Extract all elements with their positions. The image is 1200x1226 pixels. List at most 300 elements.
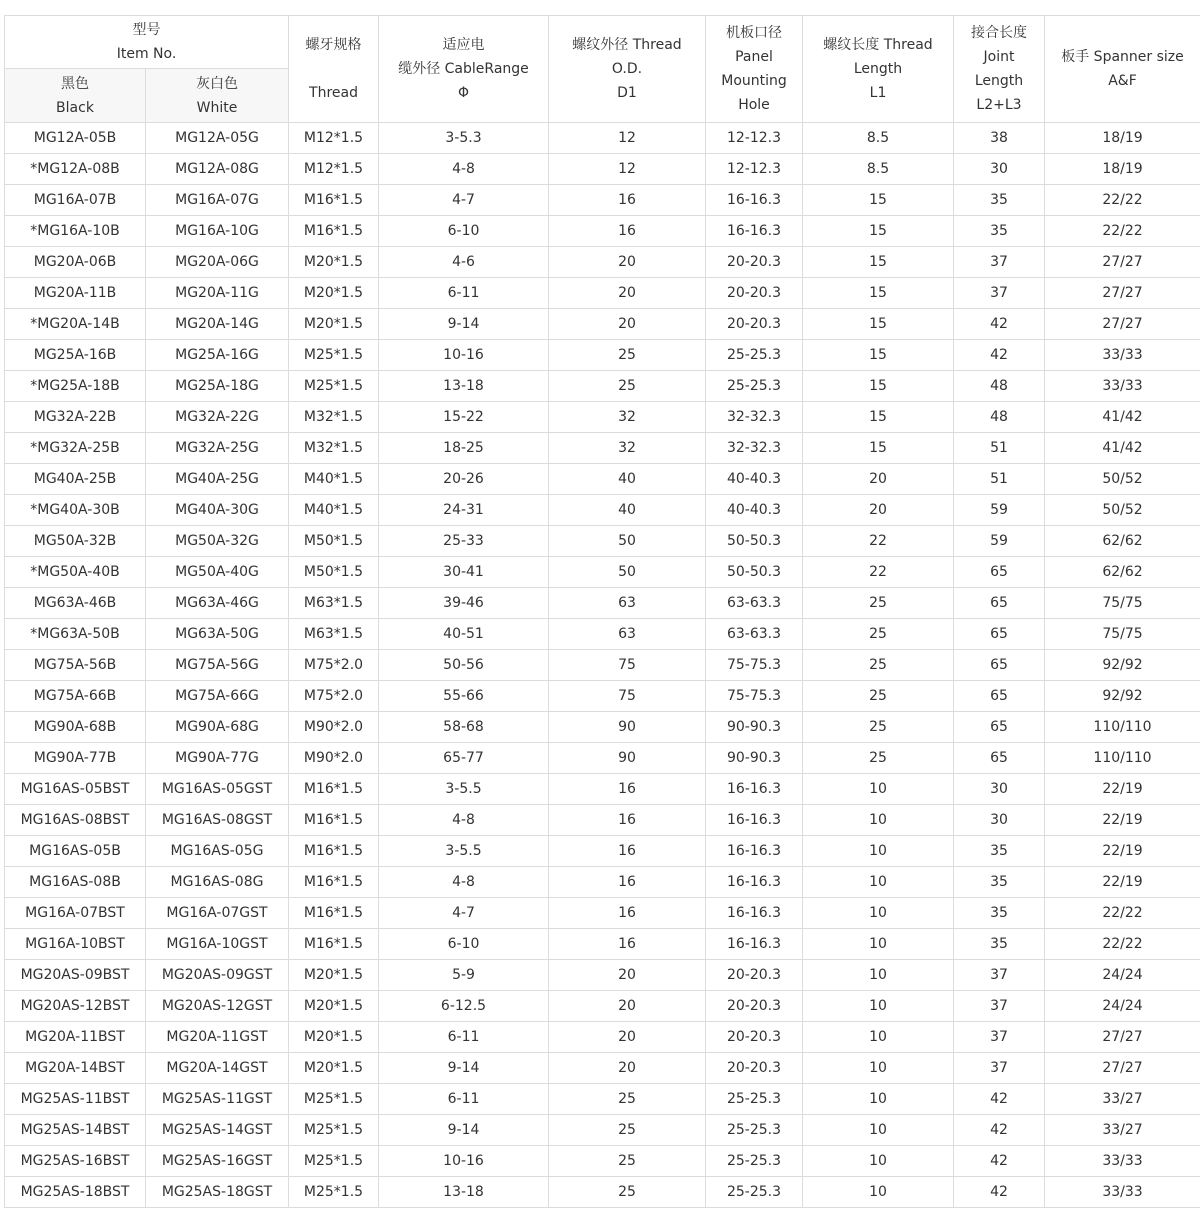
cell-thread-od: 40 (549, 495, 706, 526)
cell-thread-od: 25 (549, 1115, 706, 1146)
cell-thread-od: 12 (549, 154, 706, 185)
table-header (5, 16, 1200, 123)
cell-thread: M75*2.0 (289, 650, 379, 681)
cell-black-item: MG25AS-11BST (5, 1084, 146, 1115)
cell-joint-length: 51 (954, 464, 1045, 495)
cell-thread-length: 20 (803, 495, 954, 526)
cell-white-item: MG20A-06G (146, 247, 289, 278)
table-body (5, 123, 1200, 1208)
table-row (5, 247, 1200, 278)
header-black: 黑色 Black (5, 69, 146, 123)
cell-panel-hole: 32-32.3 (706, 402, 803, 433)
cell-black-item: MG16AS-05BST (5, 774, 146, 805)
cell-thread: M40*1.5 (289, 464, 379, 495)
cell-panel-hole: 90-90.3 (706, 743, 803, 774)
cell-black-item: MG32A-22B (5, 402, 146, 433)
cell-white-item: MG90A-68G (146, 712, 289, 743)
cell-thread-od: 63 (549, 588, 706, 619)
cell-spanner-size: 33/33 (1045, 371, 1200, 402)
cell-thread-od: 25 (549, 371, 706, 402)
cell-panel-hole: 20-20.3 (706, 247, 803, 278)
cell-thread-length: 10 (803, 1146, 954, 1177)
table-row (5, 278, 1200, 309)
table-row (5, 1177, 1200, 1208)
cell-white-item: MG20AS-09GST (146, 960, 289, 991)
cell-white-item: MG20A-14G (146, 309, 289, 340)
table-row (5, 309, 1200, 340)
cell-black-item: *MG40A-30B (5, 495, 146, 526)
cell-thread-od: 25 (549, 340, 706, 371)
cell-thread-od: 16 (549, 216, 706, 247)
cell-cable-range: 15-22 (379, 402, 549, 433)
cell-spanner-size: 22/22 (1045, 185, 1200, 216)
header-cable-range: 适应电 缆外径 CableRange Φ (379, 16, 549, 123)
cell-thread: M16*1.5 (289, 185, 379, 216)
cell-thread-od: 90 (549, 712, 706, 743)
cell-thread-od: 20 (549, 278, 706, 309)
cell-black-item: MG12A-05B (5, 123, 146, 154)
cell-thread-length: 15 (803, 309, 954, 340)
cell-thread: M25*1.5 (289, 371, 379, 402)
cell-black-item: MG20A-14BST (5, 1053, 146, 1084)
cell-panel-hole: 25-25.3 (706, 1115, 803, 1146)
cell-cable-range: 65-77 (379, 743, 549, 774)
cell-black-item: MG50A-32B (5, 526, 146, 557)
cell-joint-length: 59 (954, 526, 1045, 557)
cell-black-item: *MG20A-14B (5, 309, 146, 340)
cell-white-item: MG25AS-18GST (146, 1177, 289, 1208)
cell-white-item: MG20A-11G (146, 278, 289, 309)
cell-white-item: MG50A-40G (146, 557, 289, 588)
cell-spanner-size: 27/27 (1045, 1022, 1200, 1053)
cell-black-item: *MG63A-50B (5, 619, 146, 650)
cell-black-item: *MG12A-08B (5, 154, 146, 185)
cell-panel-hole: 63-63.3 (706, 588, 803, 619)
cell-thread-od: 16 (549, 929, 706, 960)
cell-panel-hole: 20-20.3 (706, 991, 803, 1022)
table-row (5, 495, 1200, 526)
cell-thread-od: 16 (549, 774, 706, 805)
cell-thread: M20*1.5 (289, 960, 379, 991)
cell-white-item: MG20A-11GST (146, 1022, 289, 1053)
cell-thread: M25*1.5 (289, 1177, 379, 1208)
cell-panel-hole: 63-63.3 (706, 619, 803, 650)
cell-white-item: MG16AS-08GST (146, 805, 289, 836)
cell-cable-range: 9-14 (379, 1053, 549, 1084)
table-row (5, 681, 1200, 712)
table-row (5, 1022, 1200, 1053)
cell-joint-length: 42 (954, 1177, 1045, 1208)
cell-cable-range: 25-33 (379, 526, 549, 557)
cell-white-item: MG75A-66G (146, 681, 289, 712)
cell-cable-range: 6-10 (379, 216, 549, 247)
cell-thread: M50*1.5 (289, 526, 379, 557)
cell-joint-length: 65 (954, 712, 1045, 743)
cell-thread-length: 15 (803, 185, 954, 216)
cell-thread: M16*1.5 (289, 867, 379, 898)
cell-thread: M20*1.5 (289, 247, 379, 278)
cell-white-item: MG16A-10G (146, 216, 289, 247)
table-row (5, 1146, 1200, 1177)
cell-joint-length: 35 (954, 216, 1045, 247)
cell-thread-od: 32 (549, 433, 706, 464)
cell-thread-length: 15 (803, 247, 954, 278)
cell-white-item: MG40A-30G (146, 495, 289, 526)
cell-cable-range: 4-7 (379, 185, 549, 216)
cell-thread-length: 25 (803, 681, 954, 712)
cell-joint-length: 65 (954, 557, 1045, 588)
cell-thread: M16*1.5 (289, 836, 379, 867)
cell-thread: M16*1.5 (289, 929, 379, 960)
cell-spanner-size: 18/19 (1045, 154, 1200, 185)
cell-panel-hole: 40-40.3 (706, 495, 803, 526)
cell-black-item: MG25AS-16BST (5, 1146, 146, 1177)
cell-spanner-size: 33/27 (1045, 1084, 1200, 1115)
cell-black-item: MG25AS-18BST (5, 1177, 146, 1208)
cell-cable-range: 6-11 (379, 1022, 549, 1053)
cell-panel-hole: 50-50.3 (706, 557, 803, 588)
cell-cable-range: 55-66 (379, 681, 549, 712)
cell-thread: M25*1.5 (289, 340, 379, 371)
cell-cable-range: 10-16 (379, 1146, 549, 1177)
table-row (5, 123, 1200, 154)
header-item-no: 型号 Item No. (5, 16, 289, 69)
cell-joint-length: 65 (954, 619, 1045, 650)
cable-gland-spec-table (4, 15, 1200, 1208)
cell-spanner-size: 33/27 (1045, 1115, 1200, 1146)
cell-joint-length: 42 (954, 340, 1045, 371)
cell-thread: M32*1.5 (289, 402, 379, 433)
cell-joint-length: 37 (954, 247, 1045, 278)
header-joint-length: 接合长度 Joint Length L2+L3 (954, 16, 1045, 123)
cell-thread-od: 20 (549, 309, 706, 340)
cell-joint-length: 35 (954, 185, 1045, 216)
cell-thread-length: 20 (803, 464, 954, 495)
cell-thread-length: 10 (803, 1115, 954, 1146)
cell-thread-od: 16 (549, 805, 706, 836)
cell-thread-length: 10 (803, 867, 954, 898)
cell-thread-length: 25 (803, 712, 954, 743)
cell-white-item: MG75A-56G (146, 650, 289, 681)
cell-cable-range: 6-10 (379, 929, 549, 960)
cell-thread-length: 15 (803, 340, 954, 371)
cell-spanner-size: 33/33 (1045, 1146, 1200, 1177)
cell-cable-range: 13-18 (379, 1177, 549, 1208)
cell-thread-length: 8.5 (803, 154, 954, 185)
table-row (5, 216, 1200, 247)
cell-joint-length: 48 (954, 371, 1045, 402)
cell-thread-od: 40 (549, 464, 706, 495)
cell-thread: M20*1.5 (289, 1053, 379, 1084)
cell-panel-hole: 16-16.3 (706, 185, 803, 216)
cell-spanner-size: 27/27 (1045, 1053, 1200, 1084)
header-thread-od: 螺纹外径 Thread O.D. D1 (549, 16, 706, 123)
cell-joint-length: 42 (954, 309, 1045, 340)
table-row (5, 619, 1200, 650)
table-row (5, 960, 1200, 991)
cell-thread-length: 10 (803, 1177, 954, 1208)
cell-black-item: MG16A-10BST (5, 929, 146, 960)
table-row (5, 743, 1200, 774)
cell-cable-range: 30-41 (379, 557, 549, 588)
cell-thread-length: 15 (803, 216, 954, 247)
cell-thread: M20*1.5 (289, 991, 379, 1022)
cell-white-item: MG16AS-05G (146, 836, 289, 867)
cell-black-item: *MG25A-18B (5, 371, 146, 402)
cell-joint-length: 48 (954, 402, 1045, 433)
cell-white-item: MG90A-77G (146, 743, 289, 774)
cell-spanner-size: 50/52 (1045, 495, 1200, 526)
cell-thread: M20*1.5 (289, 1022, 379, 1053)
cell-black-item: *MG50A-40B (5, 557, 146, 588)
cell-panel-hole: 16-16.3 (706, 216, 803, 247)
cell-cable-range: 13-18 (379, 371, 549, 402)
table-row (5, 340, 1200, 371)
cell-cable-range: 4-8 (379, 805, 549, 836)
cell-thread-od: 20 (549, 1022, 706, 1053)
cell-thread: M25*1.5 (289, 1115, 379, 1146)
cell-panel-hole: 90-90.3 (706, 712, 803, 743)
cell-thread-length: 15 (803, 278, 954, 309)
table-row (5, 588, 1200, 619)
cell-joint-length: 30 (954, 774, 1045, 805)
cell-thread-length: 10 (803, 1053, 954, 1084)
cell-cable-range: 50-56 (379, 650, 549, 681)
cell-white-item: MG16AS-08G (146, 867, 289, 898)
cell-white-item: MG25AS-16GST (146, 1146, 289, 1177)
cell-thread-length: 25 (803, 588, 954, 619)
cell-thread-od: 25 (549, 1084, 706, 1115)
cell-joint-length: 42 (954, 1084, 1045, 1115)
table-row (5, 154, 1200, 185)
cell-cable-range: 5-9 (379, 960, 549, 991)
cell-thread: M63*1.5 (289, 588, 379, 619)
table-row (5, 991, 1200, 1022)
cell-thread: M16*1.5 (289, 805, 379, 836)
cell-thread-length: 10 (803, 774, 954, 805)
cell-thread: M16*1.5 (289, 774, 379, 805)
cell-white-item: MG40A-25G (146, 464, 289, 495)
cell-black-item: MG75A-66B (5, 681, 146, 712)
cell-black-item: MG40A-25B (5, 464, 146, 495)
cell-spanner-size: 27/27 (1045, 278, 1200, 309)
table-row (5, 1115, 1200, 1146)
cell-cable-range: 6-11 (379, 278, 549, 309)
cell-cable-range: 24-31 (379, 495, 549, 526)
table-row (5, 433, 1200, 464)
cell-white-item: MG16A-10GST (146, 929, 289, 960)
cell-spanner-size: 22/22 (1045, 929, 1200, 960)
cell-thread-length: 15 (803, 433, 954, 464)
cell-joint-length: 51 (954, 433, 1045, 464)
cell-thread-od: 63 (549, 619, 706, 650)
cell-thread-od: 50 (549, 557, 706, 588)
cell-joint-length: 37 (954, 278, 1045, 309)
cell-cable-range: 10-16 (379, 340, 549, 371)
table-row (5, 712, 1200, 743)
cell-spanner-size: 92/92 (1045, 681, 1200, 712)
cell-black-item: MG20AS-09BST (5, 960, 146, 991)
cell-joint-length: 37 (954, 1053, 1045, 1084)
cell-thread: M90*2.0 (289, 743, 379, 774)
table-row (5, 867, 1200, 898)
cell-panel-hole: 25-25.3 (706, 1146, 803, 1177)
cell-spanner-size: 24/24 (1045, 960, 1200, 991)
cell-thread-length: 15 (803, 402, 954, 433)
cell-joint-length: 65 (954, 650, 1045, 681)
cell-panel-hole: 32-32.3 (706, 433, 803, 464)
cell-panel-hole: 16-16.3 (706, 836, 803, 867)
cell-joint-length: 35 (954, 898, 1045, 929)
cell-thread-length: 22 (803, 557, 954, 588)
cell-cable-range: 6-11 (379, 1084, 549, 1115)
cell-cable-range: 6-12.5 (379, 991, 549, 1022)
cell-thread-od: 75 (549, 681, 706, 712)
cell-thread: M40*1.5 (289, 495, 379, 526)
cell-black-item: MG75A-56B (5, 650, 146, 681)
cell-black-item: MG20A-06B (5, 247, 146, 278)
cell-spanner-size: 22/22 (1045, 898, 1200, 929)
table-row (5, 371, 1200, 402)
table-row (5, 1084, 1200, 1115)
cell-joint-length: 35 (954, 929, 1045, 960)
table-row (5, 557, 1200, 588)
table-row (5, 836, 1200, 867)
cell-spanner-size: 62/62 (1045, 526, 1200, 557)
cell-white-item: MG16A-07GST (146, 898, 289, 929)
cell-joint-length: 30 (954, 805, 1045, 836)
cell-panel-hole: 20-20.3 (706, 309, 803, 340)
cell-black-item: MG16A-07B (5, 185, 146, 216)
cell-spanner-size: 24/24 (1045, 991, 1200, 1022)
cell-black-item: MG20A-11B (5, 278, 146, 309)
cell-cable-range: 3-5.5 (379, 774, 549, 805)
cell-black-item: MG90A-77B (5, 743, 146, 774)
cell-thread-length: 15 (803, 371, 954, 402)
cell-spanner-size: 110/110 (1045, 712, 1200, 743)
cell-spanner-size: 41/42 (1045, 402, 1200, 433)
cell-cable-range: 4-7 (379, 898, 549, 929)
cell-spanner-size: 41/42 (1045, 433, 1200, 464)
cell-thread: M16*1.5 (289, 216, 379, 247)
cell-thread-length: 10 (803, 836, 954, 867)
header-thread: 螺牙规格 Thread (289, 16, 379, 123)
cell-panel-hole: 25-25.3 (706, 371, 803, 402)
cell-thread-length: 10 (803, 1084, 954, 1115)
table-row (5, 774, 1200, 805)
cell-panel-hole: 16-16.3 (706, 898, 803, 929)
cell-thread-length: 10 (803, 929, 954, 960)
cell-thread-length: 8.5 (803, 123, 954, 154)
table-row (5, 1053, 1200, 1084)
cell-thread: M90*2.0 (289, 712, 379, 743)
table-row (5, 929, 1200, 960)
cell-panel-hole: 12-12.3 (706, 123, 803, 154)
cell-black-item: MG16AS-05B (5, 836, 146, 867)
cell-black-item: MG90A-68B (5, 712, 146, 743)
cell-thread-length: 25 (803, 743, 954, 774)
cell-thread-od: 20 (549, 1053, 706, 1084)
cell-spanner-size: 22/19 (1045, 836, 1200, 867)
cell-thread: M12*1.5 (289, 123, 379, 154)
cell-joint-length: 35 (954, 867, 1045, 898)
cell-thread-length: 10 (803, 805, 954, 836)
header-panel-hole: 机板口径 Panel Mounting Hole (706, 16, 803, 123)
cell-white-item: MG50A-32G (146, 526, 289, 557)
cell-thread-od: 16 (549, 185, 706, 216)
cell-thread-length: 25 (803, 619, 954, 650)
cell-thread: M25*1.5 (289, 1146, 379, 1177)
cell-thread-od: 16 (549, 836, 706, 867)
cell-black-item: MG63A-46B (5, 588, 146, 619)
cell-joint-length: 65 (954, 588, 1045, 619)
cell-spanner-size: 50/52 (1045, 464, 1200, 495)
cell-spanner-size: 22/19 (1045, 805, 1200, 836)
table-row (5, 650, 1200, 681)
cell-thread-length: 10 (803, 1022, 954, 1053)
cell-joint-length: 37 (954, 991, 1045, 1022)
cell-joint-length: 30 (954, 154, 1045, 185)
cell-panel-hole: 16-16.3 (706, 929, 803, 960)
cell-white-item: MG16A-07G (146, 185, 289, 216)
cell-joint-length: 42 (954, 1146, 1045, 1177)
cell-thread-length: 22 (803, 526, 954, 557)
table-row (5, 185, 1200, 216)
cell-thread-od: 32 (549, 402, 706, 433)
cell-spanner-size: 75/75 (1045, 588, 1200, 619)
cell-panel-hole: 20-20.3 (706, 960, 803, 991)
cell-white-item: MG63A-50G (146, 619, 289, 650)
cell-panel-hole: 12-12.3 (706, 154, 803, 185)
cell-thread-od: 75 (549, 650, 706, 681)
cell-panel-hole: 20-20.3 (706, 278, 803, 309)
cell-thread: M63*1.5 (289, 619, 379, 650)
cell-thread-length: 10 (803, 898, 954, 929)
cell-spanner-size: 62/62 (1045, 557, 1200, 588)
cell-thread-od: 25 (549, 1177, 706, 1208)
cell-cable-range: 40-51 (379, 619, 549, 650)
cell-spanner-size: 18/19 (1045, 123, 1200, 154)
cell-joint-length: 65 (954, 681, 1045, 712)
cell-spanner-size: 22/22 (1045, 216, 1200, 247)
cell-black-item: MG25A-16B (5, 340, 146, 371)
cell-thread: M20*1.5 (289, 278, 379, 309)
cell-panel-hole: 75-75.3 (706, 681, 803, 712)
cell-thread-od: 16 (549, 867, 706, 898)
cell-joint-length: 35 (954, 836, 1045, 867)
cell-cable-range: 39-46 (379, 588, 549, 619)
cell-joint-length: 59 (954, 495, 1045, 526)
cell-white-item: MG20AS-12GST (146, 991, 289, 1022)
cell-spanner-size: 27/27 (1045, 309, 1200, 340)
cell-thread-od: 25 (549, 1146, 706, 1177)
table-row (5, 464, 1200, 495)
cell-thread: M20*1.5 (289, 309, 379, 340)
cell-panel-hole: 16-16.3 (706, 805, 803, 836)
cell-panel-hole: 20-20.3 (706, 1022, 803, 1053)
cell-panel-hole: 16-16.3 (706, 867, 803, 898)
cell-thread-od: 20 (549, 960, 706, 991)
cell-panel-hole: 50-50.3 (706, 526, 803, 557)
cell-joint-length: 65 (954, 743, 1045, 774)
cell-cable-range: 58-68 (379, 712, 549, 743)
cell-thread: M75*2.0 (289, 681, 379, 712)
cell-spanner-size: 110/110 (1045, 743, 1200, 774)
table-row (5, 898, 1200, 929)
cell-spanner-size: 33/33 (1045, 1177, 1200, 1208)
table-row (5, 805, 1200, 836)
cell-cable-range: 3-5.3 (379, 123, 549, 154)
